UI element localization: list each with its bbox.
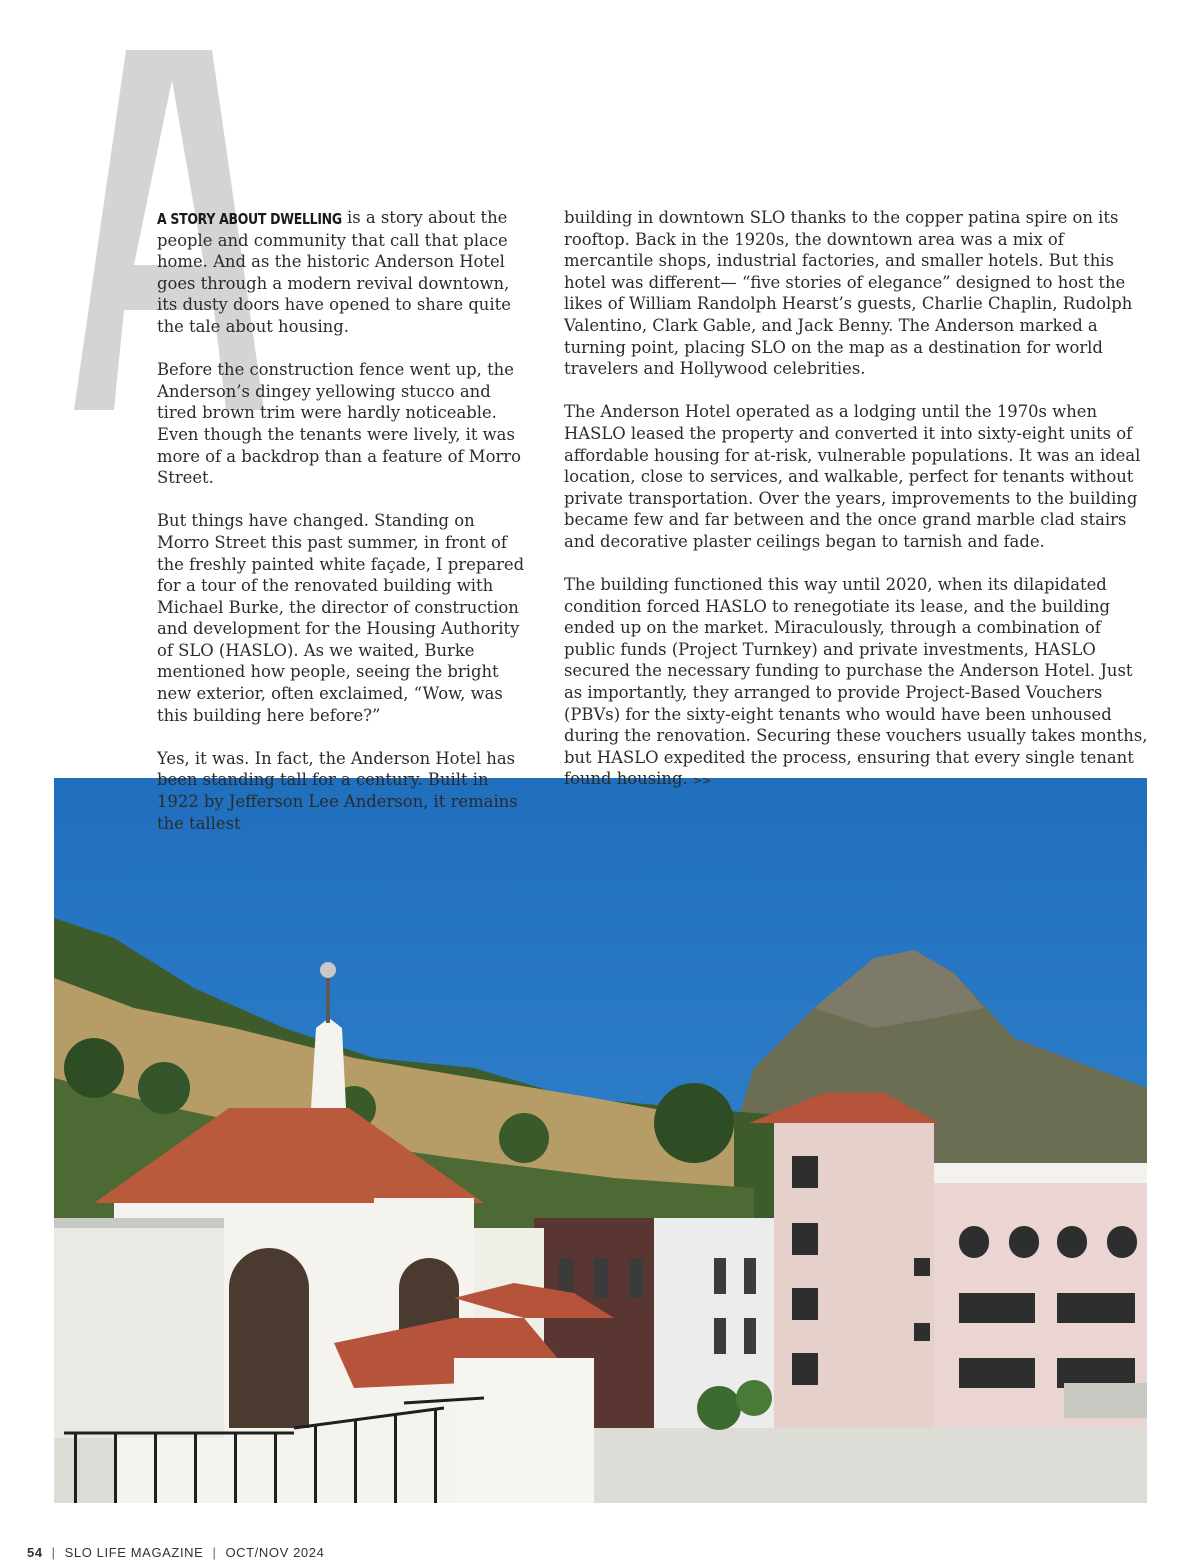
paragraph: Yes, it was. In fact, the Anderson Hotel has been standing tall for a century. Built in 1922 by Jefferson Lee Anderson, it remains the tallest xyxy=(157,748,518,833)
paragraph: Before the construction fence went up, the Anderson’s dingey yellowing stucco and tired brown trim were hardly noticeable. Even though the tenants were lively, it was more of a backdrop than a feature of Morro Street. xyxy=(157,360,521,488)
continue-marker: >> xyxy=(692,774,712,788)
paragraph xyxy=(564,574,1149,792)
paragraph-text: The building functioned this way until 2020, when its dilapidated condition forced HASLO to renegotiate its lease, and the building ended up on the market. Miraculously, through a combination of public funds (Project Turnkey) and private investments, HASLO secured the necessary funding to purchase the Anderson Hotel. Just as importantly, they arranged to provide Project-Based Vouchers (PBVs) for the sixty-eight tenants who would have been unhoused during the renovation. Securing these vouchers usually takes months, but HASLO expedited the process, ensuring that every single tenant found housing. xyxy=(564,575,1148,789)
photo-illustration xyxy=(54,778,1147,1503)
paragraph: The Anderson Hotel operated as a lodging until the 1970s when HASLO leased the property and converted it into sixty-eight units of affordable housing for at-risk, vulnerable populations. It was an ideal location, close to services, and walkable, perfect for tenants without private transportation. Over the years, improvements to the building became few and far between and the once grand marble clad stairs and decorative plaster ceilings began to tarnish and fade. xyxy=(564,402,1141,551)
article-column-left xyxy=(157,207,532,856)
issue-date: OCT/NOV 2024 xyxy=(225,1545,325,1560)
anderson-hotel-rooftop-photo xyxy=(54,778,1147,1503)
paragraph xyxy=(157,207,532,338)
page-number: 54 xyxy=(27,1545,43,1560)
article-column-right xyxy=(564,207,1149,814)
kicker: A STORY ABOUT DWELLING xyxy=(157,209,342,228)
footer-separator: | xyxy=(51,1545,56,1560)
paragraph: building in downtown SLO thanks to the copper patina spire on its rooftop. Back in the 1920s, the downtown area was a mix of mercantile shops, industrial factories, and smaller hotels. But this hotel was different— “five stories of elegance” designed to host the likes of William Randolph Hearst’s guests, Charlie Chaplin, Rudolph Valentino, Clark Gable, and Jack Benny. The Anderson marked a turning point, placing SLO on the map as a destination for world travelers and Hollywood celebrities. xyxy=(564,208,1133,379)
paragraph: But things have changed. Standing on Morro Street this past summer, in front of the freshly painted white façade, I prepared for a tour of the renovated building with Michael Burke, the director of construction and development for the Housing Authority of SLO (HASLO). As we waited, Burke mentioned how people, seeing the bright new exterior, often exclaimed, “Wow, was this building here before?” xyxy=(157,511,525,725)
footer-separator: | xyxy=(212,1545,217,1560)
publication-name: SLO LIFE MAGAZINE xyxy=(64,1545,204,1560)
paragraph-text: is a story about the people and community that call that place home. And as the historic Anderson Hotel goes through a modern revival downtown, its dusty doors have opened to share quite the tale about housing. xyxy=(157,208,511,336)
